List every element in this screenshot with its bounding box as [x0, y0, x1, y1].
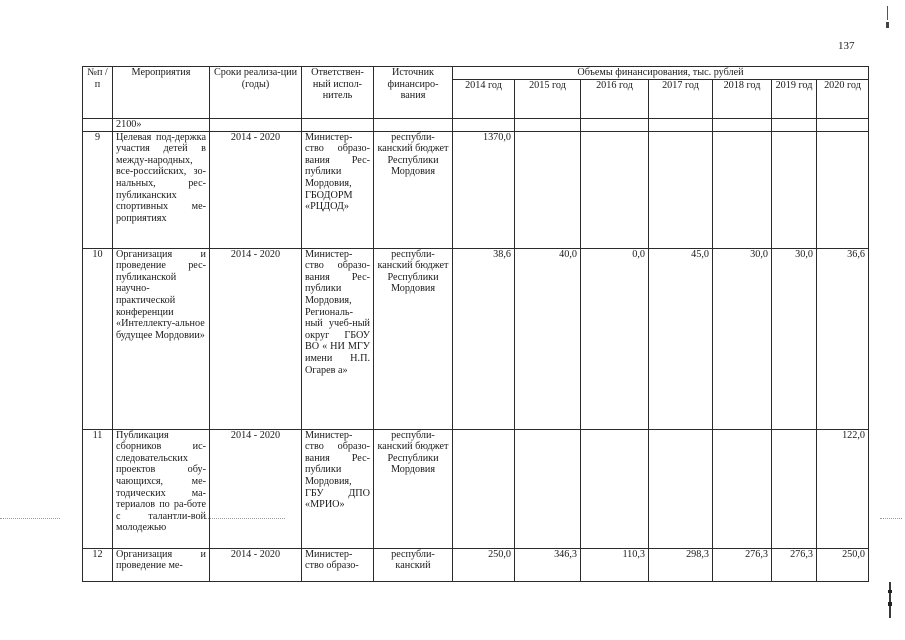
- row-value: [772, 119, 817, 132]
- row-value: 110,3: [581, 548, 649, 581]
- header-no: №п /п: [83, 67, 113, 119]
- row-value: [581, 429, 649, 548]
- header-responsible: Ответствен-ный испол-нитель: [302, 67, 374, 119]
- row-no: 9: [83, 131, 113, 248]
- row-no: [83, 119, 113, 132]
- row-value: 346,3: [515, 548, 581, 581]
- header-event: Мероприятия: [113, 67, 210, 119]
- row-value: 45,0: [649, 248, 713, 429]
- row-value: [772, 429, 817, 548]
- row-value: 30,0: [772, 248, 817, 429]
- table-row: [83, 548, 869, 581]
- table-row: [83, 429, 869, 548]
- row-value: 122,0: [817, 429, 869, 548]
- row-value: [817, 119, 869, 132]
- row-value: [581, 119, 649, 132]
- row-responsible: Министер-ство образо-вания Рес-публики Мордовия, Региональ-ный учеб-ный округ ГБОУ ВО « НИ МГУ имени Н.П. Огарев а»: [302, 248, 374, 429]
- row-value: [772, 131, 817, 248]
- row-value: 250,0: [453, 548, 515, 581]
- table-row: [83, 248, 869, 429]
- row-source: республи-канский бюджет Республики Мордовия: [374, 131, 453, 248]
- header-year: 2017 год: [649, 80, 713, 119]
- row-terms: 2014 - 2020: [210, 548, 302, 581]
- row-source: республи-канский: [374, 548, 453, 581]
- table-row: [83, 131, 869, 248]
- row-value: [453, 119, 515, 132]
- row-event: 2100»: [113, 119, 210, 132]
- row-event: Целевая под-держка участия детей в между-народных, все-российских, зо-нальных, рес-публиканских спортивных ме-роприятиях: [113, 131, 210, 248]
- row-value: [713, 119, 772, 132]
- row-value: [713, 429, 772, 548]
- row-value: [649, 131, 713, 248]
- row-value: 0,0: [581, 248, 649, 429]
- row-responsible: Министер-ство образо-: [302, 548, 374, 581]
- row-value: [515, 429, 581, 548]
- row-value: [713, 131, 772, 248]
- row-value: [581, 131, 649, 248]
- row-responsible: Министер-ство образо-вания Рес-публики Мордовия, ГБОДОРМ «РЦДОД»: [302, 131, 374, 248]
- row-value: 276,3: [772, 548, 817, 581]
- row-value: [649, 429, 713, 548]
- financing-table: [82, 66, 869, 582]
- scan-mark-top: [886, 6, 889, 28]
- scan-dots-right: [880, 518, 902, 519]
- row-terms: 2014 - 2020: [210, 131, 302, 248]
- row-value: 40,0: [515, 248, 581, 429]
- row-no: 11: [83, 429, 113, 548]
- row-no: 12: [83, 548, 113, 581]
- header-terms: Сроки реализа-ции (годы): [210, 67, 302, 119]
- header-year: 2015 год: [515, 80, 581, 119]
- row-responsible: [302, 119, 374, 132]
- row-terms: [210, 119, 302, 132]
- row-event: Организация и проведение рес-публиканской научно-практической конференции «Интеллекту-альное будущее Мордовии»: [113, 248, 210, 429]
- row-value: [515, 119, 581, 132]
- scan-mark-bottom: [888, 582, 892, 618]
- row-source: республи-канский бюджет Республики Мордовия: [374, 429, 453, 548]
- header-row-top: [83, 67, 869, 80]
- page-number: 137: [838, 40, 855, 52]
- row-no: 10: [83, 248, 113, 429]
- row-value: [649, 119, 713, 132]
- header-year: 2016 год: [581, 80, 649, 119]
- header-year: 2014 год: [453, 80, 515, 119]
- row-value: 38,6: [453, 248, 515, 429]
- row-value: [515, 131, 581, 248]
- header-year: 2019 год: [772, 80, 817, 119]
- header-financing: Объемы финансирования, тыс. рублей: [453, 67, 869, 80]
- header-year: 2018 год: [713, 80, 772, 119]
- row-value: 1370,0: [453, 131, 515, 248]
- row-source: [374, 119, 453, 132]
- header-year: 2020 год: [817, 80, 869, 119]
- row-event: Организация и проведение ме-: [113, 548, 210, 581]
- row-value: 298,3: [649, 548, 713, 581]
- row-responsible: Министер-ство образо-вания Рес-публики Мордовия, ГБУ ДПО «МРИО»: [302, 429, 374, 548]
- row-event: Публикация сборников ис-следовательских проектов обу-чающихся, ме-тодических ма-териалов по ра-боте с талантли-вой молодежью: [113, 429, 210, 548]
- row-source: республи-канский бюджет Республики Мордовия: [374, 248, 453, 429]
- row-value: 36,6: [817, 248, 869, 429]
- table-row: [83, 119, 869, 132]
- header-source: Источник финансиро-вания: [374, 67, 453, 119]
- row-value: 250,0: [817, 548, 869, 581]
- row-terms: 2014 - 2020: [210, 429, 302, 548]
- row-value: 276,3: [713, 548, 772, 581]
- scan-dots-left: [0, 518, 60, 519]
- row-value: [817, 131, 869, 248]
- row-value: [453, 429, 515, 548]
- row-value: 30,0: [713, 248, 772, 429]
- row-terms: 2014 - 2020: [210, 248, 302, 429]
